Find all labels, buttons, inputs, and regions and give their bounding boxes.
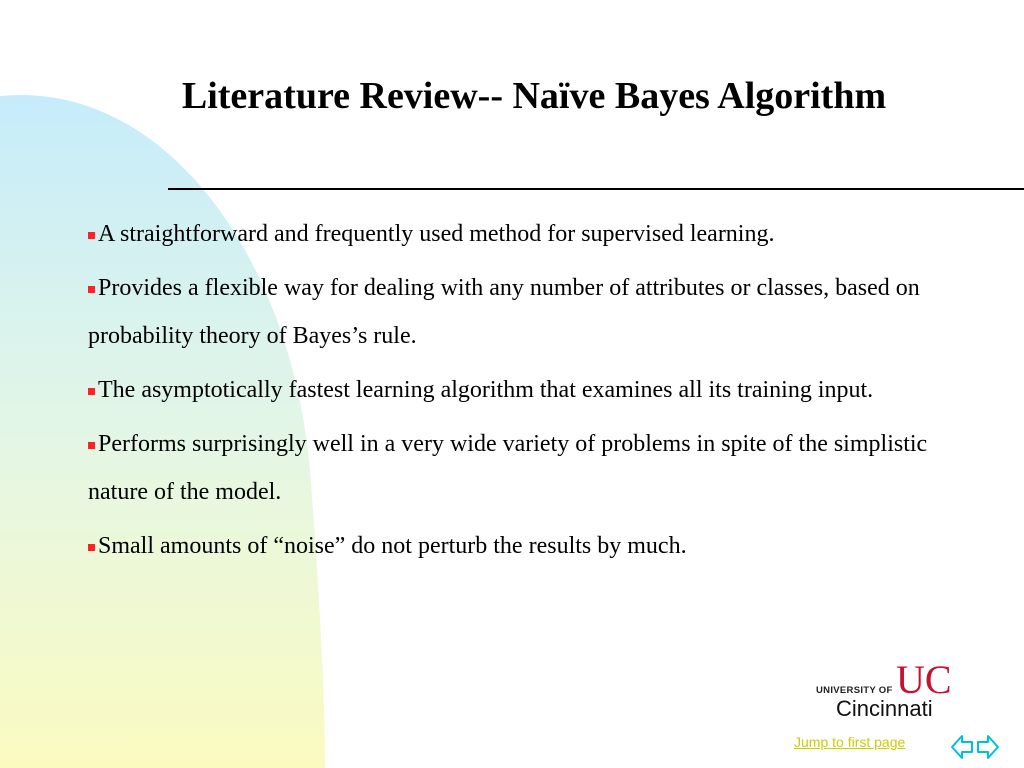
- square-bullet-icon: [88, 286, 95, 293]
- jump-to-first-page-link[interactable]: Jump to first page: [794, 734, 906, 750]
- bullet-item: [88, 264, 988, 360]
- university-logo: [816, 658, 956, 722]
- square-bullet-icon: [88, 442, 95, 449]
- bullet-item: [88, 210, 988, 258]
- title-divider: [168, 188, 1024, 190]
- bullet-item: [88, 420, 988, 516]
- logo-university-of: UNIVERSITY OF: [816, 685, 893, 696]
- square-bullet-icon: [88, 388, 95, 395]
- bullet-item: [88, 522, 988, 570]
- bullet-list: [88, 210, 988, 576]
- bullet-text: The asymptotically fastest learning algorithm that examines all its training input.: [98, 377, 874, 403]
- logo-monogram: UC: [896, 657, 952, 702]
- slide-title: Literature Review-- Naïve Bayes Algorithm: [181, 75, 887, 117]
- arrow-right-icon[interactable]: [976, 732, 1000, 762]
- slide-navigation: [950, 732, 1000, 762]
- arrow-left-icon[interactable]: [950, 732, 974, 762]
- bullet-text: Performs surprisingly well in a very wide variety of problems in spite of the simplistic nature of the model.: [88, 431, 928, 505]
- bullet-text: Small amounts of “noise” do not perturb the results by much.: [98, 533, 687, 559]
- square-bullet-icon: [88, 232, 95, 239]
- bullet-text: A straightforward and frequently used method for supervised learning.: [98, 221, 775, 247]
- bullet-text: Provides a flexible way for dealing with any number of attributes or classes, based on probability theory of Bayes’s rule.: [88, 275, 920, 349]
- square-bullet-icon: [88, 544, 95, 551]
- logo-name: Cincinnati: [836, 696, 933, 721]
- bullet-item: [88, 366, 988, 414]
